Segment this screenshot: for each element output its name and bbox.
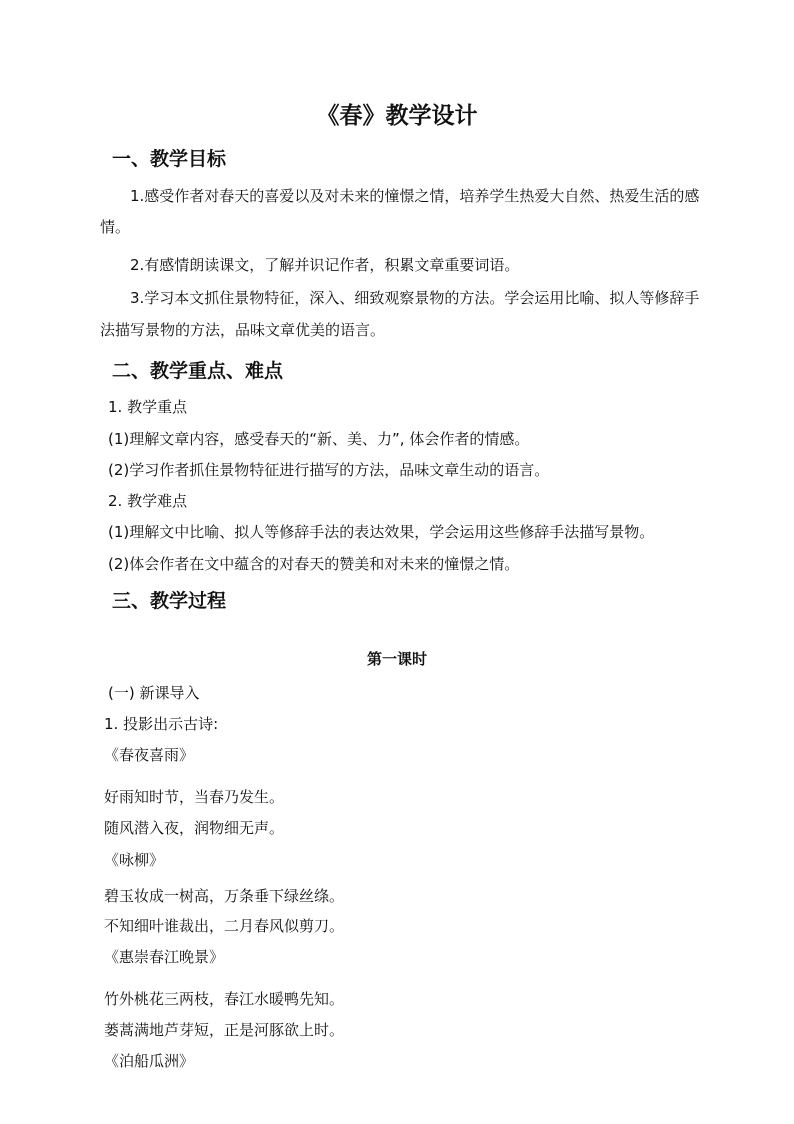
focus-point-2: (2)学习作者抓住景物特征进行描写的方法，品味文章生动的语言。: [108, 461, 550, 479]
step-1: 1. 投影出示古诗:: [104, 715, 219, 733]
intro-label: (一) 新课导入: [108, 684, 200, 702]
poem-line: 随风潜入夜，润物细无声。: [104, 819, 285, 837]
section-heading-process: 三、教学过程: [112, 590, 227, 612]
goal-item-1-cont: 情。: [100, 218, 131, 236]
difficulty-point-2: (2)体会作者在文中蕴含的对春天的赞美和对未来的憧憬之情。: [108, 555, 520, 573]
poem-title: 《春夜喜雨》: [104, 746, 195, 764]
goal-item-2: 2.有感情朗读课文，了解并识记作者，积累文章重要词语。: [130, 256, 520, 274]
poem-title: 《咏柳》: [104, 851, 165, 869]
goal-item-3: 3.学习本文抓住景物特征，深入、细致观察景物的方法。学会运用比喻、拟人等修辞手: [130, 289, 700, 307]
document-title: 《春》教学设计: [316, 103, 478, 129]
section-heading-key-points: 二、教学重点、难点: [112, 360, 284, 382]
poem-title: 《泊船瓜洲》: [104, 1052, 195, 1070]
poem-line: 竹外桃花三两枝，春江水暖鸭先知。: [104, 990, 345, 1008]
lesson-title: 第一课时: [366, 650, 427, 668]
difficulty-point-1: (1)理解文中比喻、拟人等修辞手法的表达效果，学会运用这些修辞手法描写景物。: [108, 523, 655, 541]
focus-label: 1. 教学重点: [108, 398, 188, 416]
poem-title: 《惠崇春江晚景》: [104, 948, 225, 966]
section-heading-goals: 一、教学目标: [112, 148, 227, 170]
focus-point-1: (1)理解文章内容，感受春天的“新、美、力”, 体会作者的情感。: [108, 430, 530, 448]
poem-line: 碧玉妆成一树高，万条垂下绿丝绦。: [104, 887, 345, 905]
goal-item-1: 1.感受作者对春天的喜爱以及对未来的憧憬之情，培养学生热爱大自然、热爱生活的感: [130, 187, 700, 205]
poem-line: 好雨知时节，当春乃发生。: [104, 788, 285, 806]
poem-line: 不知细叶谁裁出，二月春风似剪刀。: [104, 917, 345, 935]
difficulty-label: 2. 教学难点: [108, 492, 188, 510]
goal-item-3-cont: 法描写景物的方法，品味文章优美的语言。: [100, 321, 386, 339]
poem-line: 蒌蒿满地芦芽短，正是河豚欲上时。: [104, 1021, 345, 1039]
